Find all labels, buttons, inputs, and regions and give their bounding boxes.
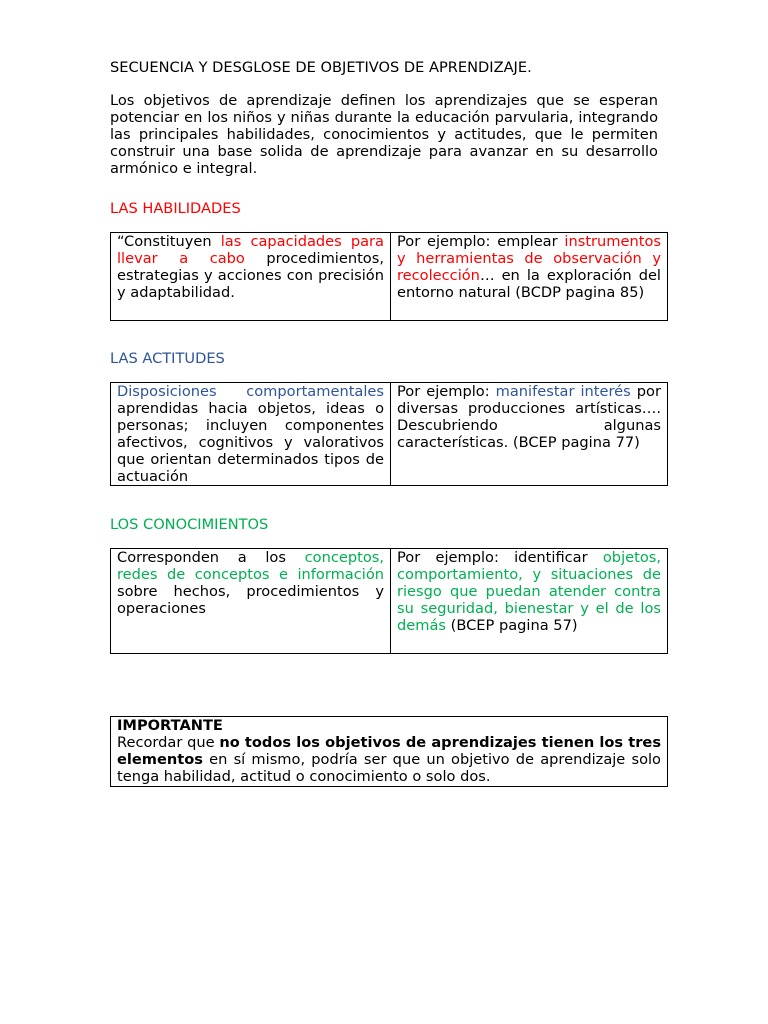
definition-prefix: Corresponden a los — [117, 549, 305, 566]
document-title: SECUENCIA Y DESGLOSE DE OBJETIVOS DE APRENDIZAJE. — [110, 59, 532, 76]
conocimientos-example-cell — [391, 549, 668, 654]
definition-highlight: las capacidades para llevar a cabo — [117, 233, 384, 267]
conocimientos-table — [110, 548, 668, 654]
table-row — [111, 233, 668, 321]
habilidades-definition-cell — [111, 233, 391, 321]
conocimientos-definition-cell — [111, 549, 391, 654]
definition-rest: aprendidas hacia objetos, ideas o personas; incluyen componentes afectivos, cognitivos y valorativos que orientan determinados tipos de actuación — [117, 400, 384, 485]
table-row — [111, 383, 668, 486]
importante-label-text: IMPORTANTE — [117, 717, 223, 734]
definition-prefix: “Constituyen — [117, 233, 221, 250]
importante-text — [117, 734, 661, 785]
heading-conocimientos: LOS CONOCIMIENTOS — [110, 516, 269, 533]
definition-rest: procedimientos, estrategias y acciones con precisión y adaptabilidad. — [117, 250, 384, 301]
importante-rest: en sí mismo, podría ser que un objetivo de aprendizaje solo tenga habilidad, actitud o conocimiento o solo dos. — [117, 751, 661, 785]
actitudes-definition-cell — [111, 383, 391, 486]
importante-label — [117, 717, 661, 734]
definition-highlight: Disposiciones comportamentales — [117, 383, 384, 400]
importante-bold: no todos los objetivos de aprendizajes tienen los tres elementos — [117, 734, 662, 768]
example-rest: por diversas producciones artísticas…. Descubriendo algunas características. (BCEP pagina 77) — [397, 383, 661, 451]
actitudes-example-cell — [391, 383, 668, 486]
example-prefix: Por ejemplo: emplear — [397, 233, 565, 250]
heading-habilidades: LAS HABILIDADES — [110, 200, 241, 217]
importante-prefix: Recordar que — [117, 734, 220, 751]
habilidades-table — [110, 232, 668, 321]
definition-highlight: conceptos, redes de conceptos e información — [117, 549, 384, 583]
example-highlight: objetos, comportamiento, y situaciones de riesgo que puedan atender contra su seguridad, bienestar y el de los demás — [397, 549, 661, 634]
example-highlight: instrumentos y herramientas de observación y recolección — [397, 233, 661, 284]
habilidades-example-cell — [391, 233, 668, 321]
definition-rest: sobre hechos, procedimientos y operaciones — [117, 583, 384, 617]
example-highlight: manifestar interés — [495, 383, 631, 400]
intro-paragraph: Los objetivos de aprendizaje definen los aprendizajes que se esperan potenciar en los niños y niñas durante la educación parvularia, integrando las principales habilidades, conocimientos y actitudes, que le permiten construir una base solida de aprendizaje para avanzar en su desarrollo armónico e integral. — [110, 92, 658, 177]
example-rest: (BCEP pagina 57) — [446, 617, 578, 634]
actitudes-table — [110, 382, 668, 486]
importante-box — [110, 716, 668, 787]
heading-actitudes: LAS ACTITUDES — [110, 350, 225, 367]
example-rest: … en la exploración del entorno natural (BCDP pagina 85) — [397, 267, 661, 301]
example-prefix: Por ejemplo: — [397, 383, 496, 400]
table-row — [111, 549, 668, 654]
example-prefix: Por ejemplo: identificar — [397, 549, 603, 566]
